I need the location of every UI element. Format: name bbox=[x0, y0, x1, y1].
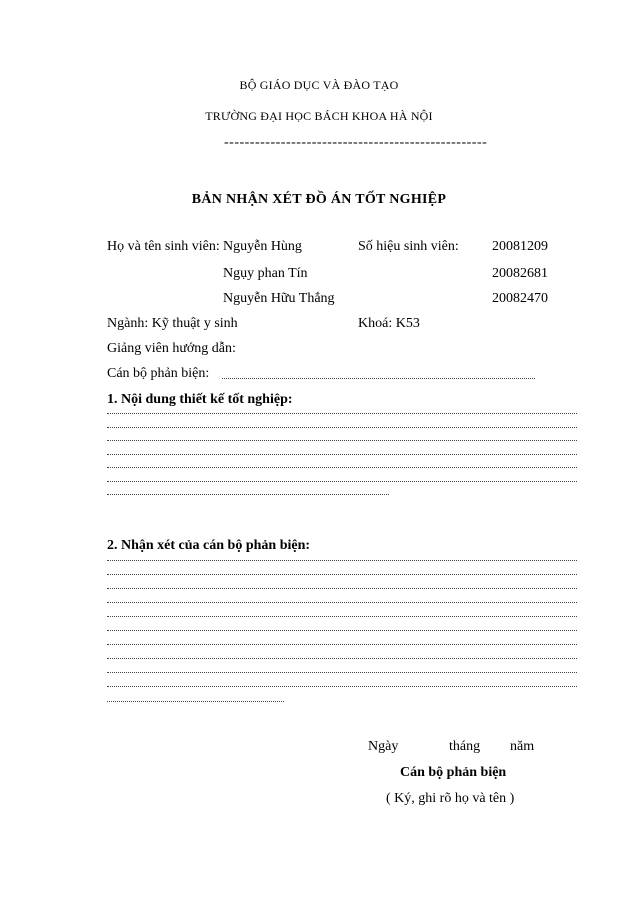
section-1-line bbox=[107, 467, 577, 469]
section-1-heading: 1. Nội dung thiết kế tốt nghiệp: bbox=[107, 392, 293, 407]
section-2-line bbox=[107, 616, 577, 618]
section-2-line bbox=[107, 560, 577, 562]
advisor-label: Giảng viên hướng dẫn: bbox=[107, 341, 236, 356]
ministry-name: BỘ GIÁO DỤC VÀ ĐÀO TẠO bbox=[239, 78, 399, 92]
section-2-line bbox=[107, 686, 577, 688]
signature-month: tháng bbox=[449, 739, 481, 754]
signature-day: Ngày bbox=[368, 739, 399, 754]
section-2-line bbox=[107, 644, 577, 646]
section-2-line bbox=[107, 588, 577, 590]
student-name-label: Họ và tên sinh viên: bbox=[107, 239, 220, 254]
student-name-1: Nguyễn Hùng bbox=[223, 239, 302, 254]
header-separator: --------------------------------------------------- bbox=[224, 135, 488, 150]
section-2-line bbox=[107, 658, 577, 660]
cohort-label: Khoá: K53 bbox=[358, 316, 420, 331]
section-1-line bbox=[107, 454, 577, 456]
student-name-3: Nguyễn Hữu Thắng bbox=[223, 291, 335, 306]
university-name: TRƯỜNG ĐẠI HỌC BÁCH KHOA HÀ NỘI bbox=[205, 109, 433, 123]
document-title: BẢN NHẬN XÉT ĐỒ ÁN TỐT NGHIỆP bbox=[191, 192, 447, 207]
section-1-line bbox=[107, 427, 577, 429]
section-2-line bbox=[107, 602, 577, 604]
signature-year: năm bbox=[510, 739, 535, 754]
student-id-3: 20082470 bbox=[492, 291, 548, 306]
section-2-line bbox=[107, 630, 577, 632]
section-1-line bbox=[107, 494, 389, 496]
section-2-heading: 2. Nhận xét của cán bộ phản biện: bbox=[107, 538, 311, 553]
student-id-1: 20081209 bbox=[492, 239, 548, 254]
section-2-line bbox=[107, 701, 284, 703]
student-name-2: Ngụy phan Tín bbox=[223, 266, 308, 281]
reviewer-fill-line bbox=[222, 378, 535, 380]
student-id-label: Số hiệu sinh viên: bbox=[358, 239, 459, 254]
section-1-line bbox=[107, 481, 577, 483]
section-1-line bbox=[107, 413, 577, 415]
major-label: Ngành: Kỹ thuật y sinh bbox=[107, 316, 238, 331]
student-id-2: 20082681 bbox=[492, 266, 548, 281]
section-2-line bbox=[107, 672, 577, 674]
signature-title: Cán bộ phản biện bbox=[400, 765, 507, 780]
reviewer-label: Cán bộ phản biện: bbox=[107, 366, 210, 381]
section-1-line bbox=[107, 440, 577, 442]
signature-note: ( Ký, ghi rõ họ và tên ) bbox=[386, 791, 515, 806]
section-2-line bbox=[107, 574, 577, 576]
